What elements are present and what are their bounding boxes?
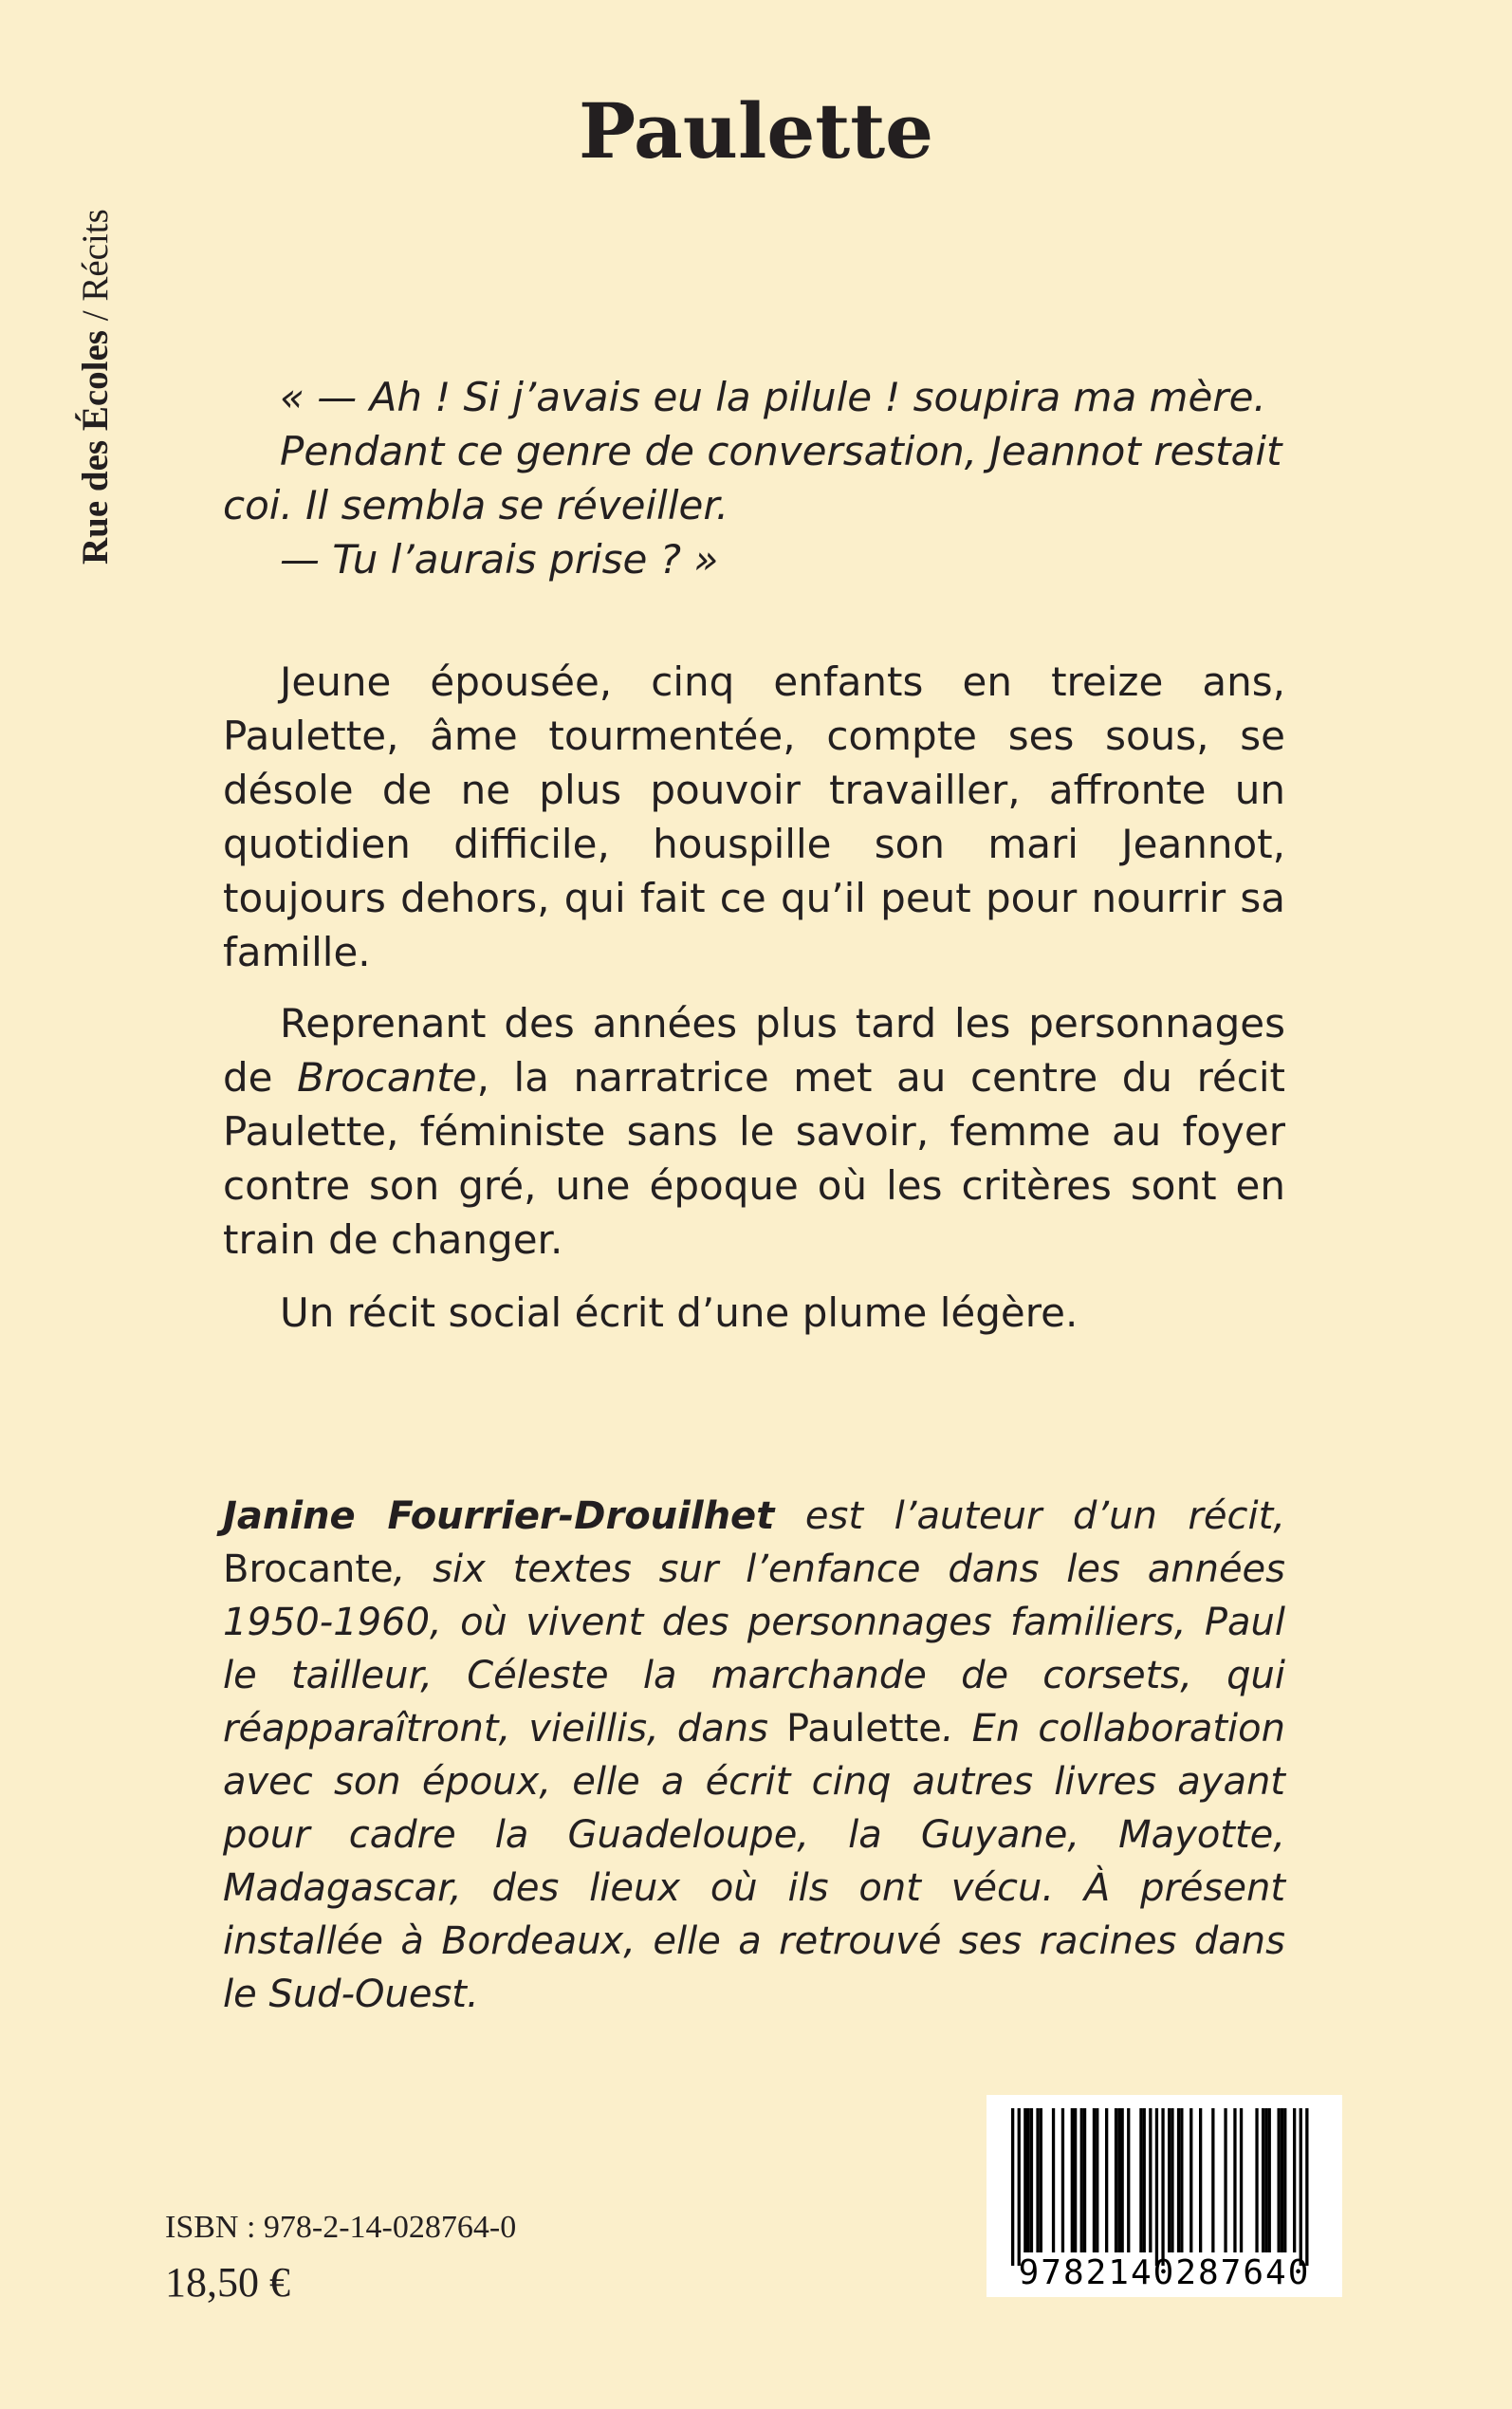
p2-book-title: Brocante bbox=[297, 1054, 477, 1101]
barcode-bar bbox=[1030, 2108, 1033, 2252]
book-title-text: Paulette bbox=[578, 86, 934, 176]
barcode-bar bbox=[1262, 2108, 1264, 2252]
bio-part-1: est l’auteur d’un récit, bbox=[774, 1494, 1285, 1538]
barcode bbox=[986, 2095, 1342, 2297]
barcode-digits: 9782140287640 bbox=[1018, 2253, 1311, 2292]
barcode-bar bbox=[1278, 2108, 1281, 2252]
summary-paragraph-3-text: Un récit social écrit d’une plume légère. bbox=[280, 1289, 1079, 1336]
author-name: Janine Fourrier-Drouilhet bbox=[223, 1494, 775, 1538]
barcode-bar bbox=[1281, 2108, 1283, 2252]
barcode-bar bbox=[1189, 2108, 1192, 2252]
barcode-bar bbox=[1293, 2108, 1296, 2252]
barcode-bar bbox=[1127, 2108, 1130, 2252]
barcode-bar bbox=[1199, 2108, 1202, 2252]
quote-line-2: Pendant ce genre de conversation, Jeannot restait coi. Il sembla se réveiller. bbox=[223, 428, 1282, 528]
barcode-bar bbox=[1061, 2108, 1064, 2252]
barcode-bar bbox=[1180, 2108, 1183, 2252]
barcode-bar bbox=[1074, 2108, 1077, 2252]
spine-separator: / bbox=[75, 301, 116, 330]
barcode-bar bbox=[1300, 2108, 1302, 2266]
barcode-bar bbox=[1177, 2108, 1180, 2252]
bio-book-1: Brocante bbox=[223, 1547, 394, 1591]
p2-end: , la narratrice met au centre du récit Paulette, féministe sans le savoir, femme au foyer contre son gré, une époque où les critères sont en train de changer. bbox=[223, 1054, 1285, 1263]
barcode-bar bbox=[1083, 2108, 1086, 2252]
barcode-bar bbox=[1155, 2108, 1158, 2266]
barcode-bar bbox=[1240, 2108, 1243, 2252]
barcode-bar bbox=[1264, 2108, 1267, 2252]
barcode-bar bbox=[1211, 2108, 1214, 2252]
summary-paragraph-1 bbox=[223, 655, 1285, 979]
bio-book-2: Paulette bbox=[785, 1707, 942, 1751]
barcode-bar bbox=[1115, 2108, 1117, 2252]
quote-line-3: — Tu l’aurais prise ? » bbox=[280, 536, 719, 583]
summary-paragraph-2-text bbox=[223, 996, 1285, 1267]
barcode-bar bbox=[1233, 2108, 1236, 2252]
barcode-bar bbox=[1040, 2108, 1042, 2252]
quote-line-1: « — Ah ! Si j’avais eu la pilule ! soupira ma mère. bbox=[280, 374, 1266, 420]
summary-paragraph-2 bbox=[223, 996, 1285, 1267]
barcode-bar bbox=[1168, 2108, 1171, 2252]
barcode-bar bbox=[1036, 2108, 1039, 2252]
barcode-bar bbox=[1143, 2108, 1146, 2252]
barcode-bar bbox=[1096, 2108, 1098, 2252]
opening-quote bbox=[223, 370, 1285, 586]
bio-part-2: , six textes sur l’enfance dans les années 1950-1960, où vivent des personnages familiers, Paul le tailleur, Céleste la marchande de corsets, qui réapparaîtront, vieillis, dans bbox=[223, 1547, 1285, 1751]
barcode-bar bbox=[1105, 2108, 1108, 2252]
summary-paragraph-3 bbox=[223, 1286, 1285, 1340]
barcode-bar bbox=[1018, 2108, 1021, 2266]
p2-start: Reprenant des années plus tard les personnages de bbox=[223, 1000, 1285, 1101]
barcode-bar bbox=[1171, 2108, 1173, 2252]
barcode-bar bbox=[1027, 2108, 1030, 2252]
barcode-bar bbox=[1071, 2108, 1074, 2252]
barcode-bar bbox=[1283, 2108, 1286, 2252]
barcode-bar bbox=[1011, 2108, 1014, 2266]
price: 18,50 € bbox=[165, 2259, 290, 2306]
barcode-bar bbox=[1023, 2108, 1026, 2252]
barcode-bar bbox=[1255, 2108, 1258, 2252]
isbn: ISBN : 978-2-14-028764-0 bbox=[165, 2210, 517, 2245]
barcode-bar bbox=[1121, 2108, 1124, 2252]
barcode-bar bbox=[1224, 2108, 1226, 2252]
bio-part-3: . En collaboration avec son époux, elle a écrit cinq autres livres ayant pour cadre la Guadeloupe, la Guyane, Mayotte, Madagascar, des lieux où ils ont vécu. À présent installée à Bordeaux, elle a retrouvé ses racines dans le Sud-Ouest. bbox=[223, 1707, 1285, 2016]
summary-paragraph-1-text: Jeune épousée, cinq enfants en treize ans, Paulette, âme tourmentée, compte ses sous, se désole de ne plus pouvoir travailler, affronte un quotidien difficile, houspille son mari Jeannot, toujours dehors, qui fait ce qu’il peut pour nourrir sa famille. bbox=[223, 658, 1285, 975]
author-bio bbox=[223, 1490, 1285, 2021]
barcode-bar bbox=[1268, 2108, 1271, 2252]
barcode-bar bbox=[1139, 2108, 1142, 2252]
collection-name: Rue des Écoles bbox=[75, 330, 116, 565]
barcode-bar bbox=[1305, 2108, 1308, 2266]
barcode-bar bbox=[1093, 2108, 1096, 2252]
barcode-bar bbox=[1161, 2108, 1164, 2266]
barcode-bar bbox=[1052, 2108, 1055, 2252]
book-title bbox=[0, 83, 1512, 178]
series-name: Récits bbox=[75, 209, 116, 302]
barcode-bar bbox=[1117, 2108, 1120, 2252]
spine-label bbox=[74, 209, 118, 565]
barcode-bar bbox=[1080, 2108, 1083, 2252]
barcode-bar bbox=[1149, 2108, 1152, 2252]
